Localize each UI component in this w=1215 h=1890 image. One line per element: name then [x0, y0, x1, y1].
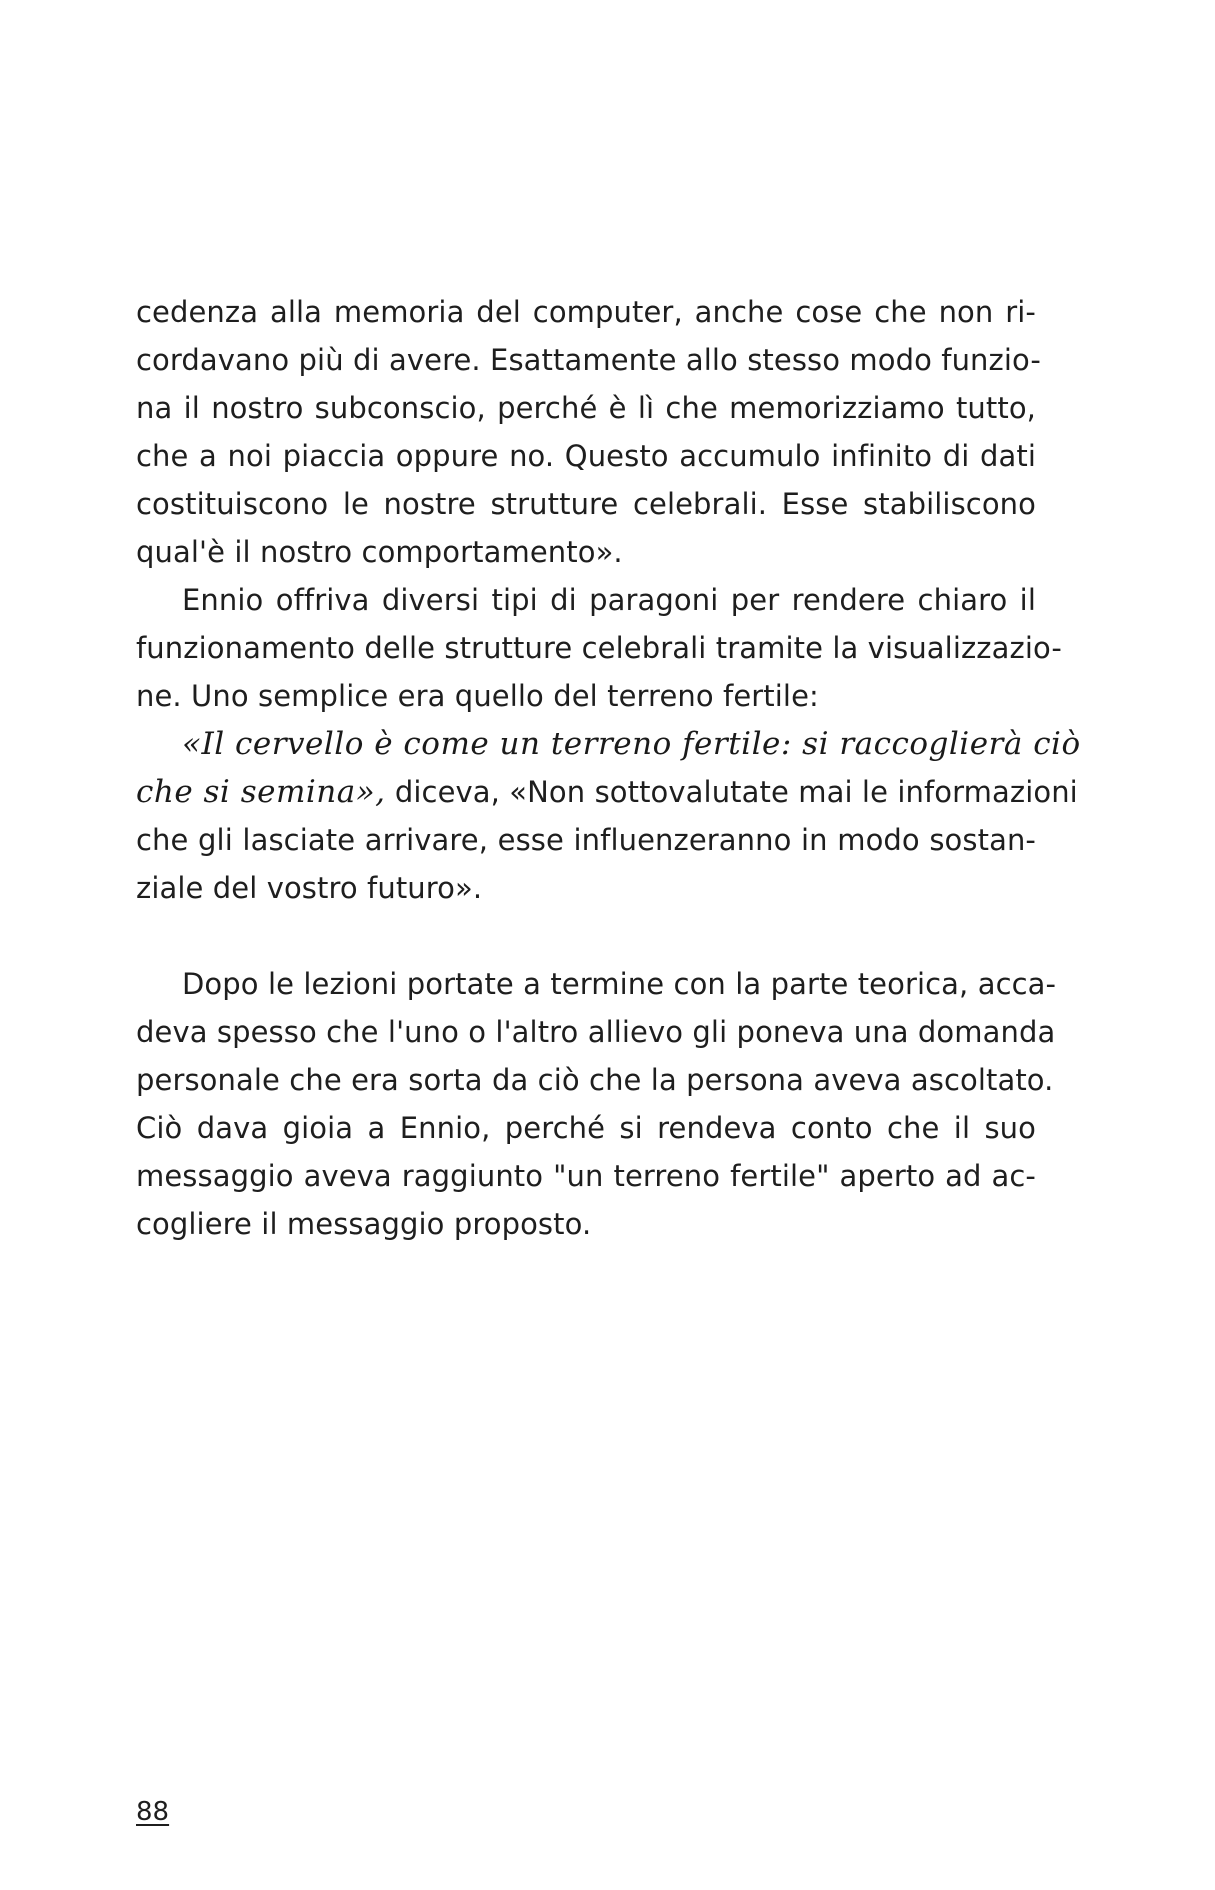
- text-line: deva spesso che l'uno o l'altro allievo gli poneva una domanda: [136, 1015, 1056, 1049]
- quote-attribution: diceva, «Non sottovalutate mai le informazioni: [385, 775, 1078, 809]
- text-line: messaggio aveva raggiunto "un terreno fertile" aperto ad ac-: [136, 1159, 1036, 1193]
- text-line: ne. Uno semplice era quello del terreno fertile:: [136, 679, 819, 713]
- text-line: funzionamento delle strutture celebrali tramite la visualizzazio-: [136, 631, 1062, 665]
- page-number: 88: [136, 1797, 170, 1827]
- text-line: che gli lasciate arrivare, esse influenzeranno in modo sostan-: [136, 823, 1036, 857]
- text-line: Dopo le lezioni portate a termine con la parte teorica, acca-: [182, 967, 1057, 1001]
- text-line: cedenza alla memoria del computer, anche cose che non ri-: [136, 295, 1036, 329]
- handwritten-quote-end: che si semina»,: [136, 774, 386, 810]
- text-line: costituiscono le nostre strutture celebrali. Esse stabiliscono: [136, 487, 1036, 521]
- text-line: ziale del vostro futuro».: [136, 871, 483, 905]
- text-line: na il nostro subconscio, perché è lì che memorizziamo tutto,: [136, 391, 1036, 425]
- handwritten-quote-line: «Il cervello è come un terreno fertile: si raccoglierà ciò: [182, 726, 1081, 762]
- text-line: personale che era sorta da ciò che la persona aveva ascoltato.: [136, 1063, 1054, 1097]
- quote-continuation-line: [136, 768, 1078, 816]
- text-line: che a noi piaccia oppure no. Questo accumulo infinito di dati: [136, 439, 1036, 473]
- text-line: Ciò dava gioia a Ennio, perché si rendeva conto che il suo: [136, 1111, 1036, 1145]
- text-line: cordavano più di avere. Esattamente allo stesso modo funzio-: [136, 343, 1041, 377]
- text-line: Ennio offriva diversi tipi di paragoni per rendere chiaro il: [182, 583, 1036, 617]
- text-line: qual'è il nostro comportamento».: [136, 535, 623, 569]
- text-line: cogliere il messaggio proposto.: [136, 1207, 592, 1241]
